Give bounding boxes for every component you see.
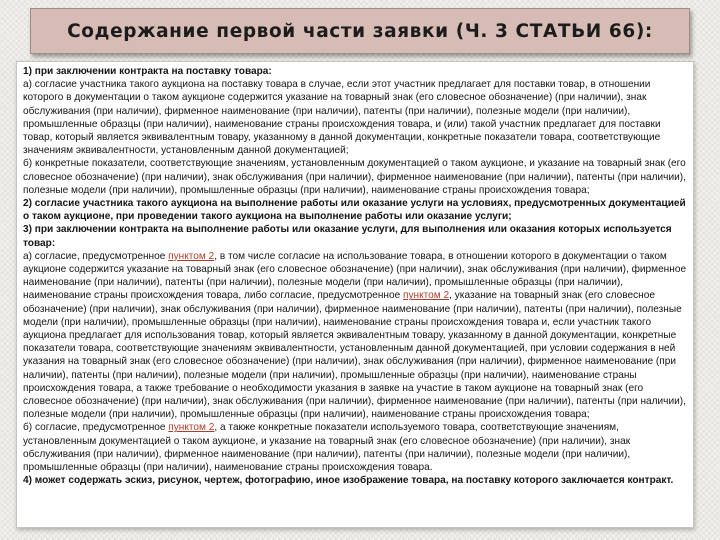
item-3a-text (23, 250, 687, 422)
item-4-text: 4) может содержать эскиз, рисунок, чертеж, фотографию, иное изображение товара, на поставку которого заключается контракт. (23, 475, 674, 487)
item-3-heading: 3) при заключении контракта на выполнение работы или оказание услуги, для выполнения или оказания которых используется товар: (23, 224, 672, 249)
item-2-text: 2) согласие участника такого аукциона на выполнение работы или оказание услуги на условиях, предусмотренных документацией о таком аукционе, при проведении такого аукциона на выполнение работы или оказание услуги; (23, 198, 686, 223)
item-3b-text (23, 421, 687, 474)
title-part-1: Содержание первой части заявки ( (67, 20, 465, 42)
item-1a-text: а) согласие участника такого аукциона на поставку товара в случае, если этот участник предлагает для поставки товар, в отношении которого в документации о таком аукционе содержится указание на товарный знак (его словесное обозначение) (при наличии), знак обслуживания (при наличии), фирменное наименование (при наличии), патенты (при наличии), полезные модели (при наличии), промышленные образцы (при наличии), наименование страны происхождения товара, и (или) такой участник предлагает для поставки товар, который является эквивалентным товару, указанному в данной документации, конкретные показатели товара, соответствующие значениям эквивалентности, установленным данной документацией; (23, 79, 661, 157)
item-3a-text-middle: , в том числе согласие на использование товара, в отношении которого в документации о таком аукционе содержится указание на товарный знак (его словесное обозначение) (при наличии), знак обслуживания (при наличии), фирменное наименование (при наличии), патенты (при наличии), полезные модели (при наличии), промышленные образцы (при наличии), наименование страны происхождения товара, либо согласие, предусмотренное (23, 250, 687, 302)
title-part-3: ): (635, 20, 653, 42)
item-3a-text-start: а) согласие, предусмотренное (23, 250, 169, 262)
slide-title (67, 21, 653, 42)
content-panel (16, 61, 694, 528)
item-3b-text-start: б) согласие, предусмотренное (23, 422, 169, 434)
punkt-2-link-1[interactable]: пунктом 2 (168, 250, 215, 262)
item-3b-text-end: , а также конкретные показатели используемого товара, соответствующие значениям, установленным документацией о таком аукционе, и указание на товарный знак (его словесное обозначение) (при наличии), знак обслуживания (при наличии), фирменное наименование (при наличии), патенты (при наличии), полезные модели (при наличии), промышленные образцы (при наличии), наименование страны происхождения товара. (23, 422, 631, 474)
item-1b-text: б) конкретные показатели, соответствующие значениям, установленным документацией о таком аукционе, и указание на товарный знак (его словесное обозначение) (при наличии), знак обслуживания (при наличии), фирменное наименование (при наличии), патенты (при наличии), полезные модели (при наличии), промышленные образцы (при наличии), наименование страны происхождения товара; (23, 158, 686, 196)
item-1-heading: 1) при заключении контракта на поставку товара: (23, 66, 272, 77)
slide-title-bar (30, 8, 690, 54)
title-part-2: Ч. 3 СТАТЬИ 66 (464, 20, 636, 42)
punkt-2-link-2[interactable]: пунктом 2 (403, 290, 450, 302)
item-3a-text-end: , указание на товарный знак (его словесное обозначение) (при наличии), знак обслуживания (при наличии), фирменное наименование (при наличии), патенты (при наличии), полезные модели (при наличии), промышленные образцы (при наличии), наименование страны происхождения товара и, если участник такого аукциона предлагает для использования товар, который является эквивалентным товару, указанному в данной документации, конкретные показатели товара, соответствующие значениям эквивалентности, установленным данной документацией, при условии содержания в ней указания на товарный знак (его словесное обозначение) (при наличии), знак обслуживания (при наличии), фирменное наименование (при наличии), патенты (при наличии), полезные модели (при наличии), промышленные образцы (при наличии), наименование страны происхождения товара, а также требование о необходимости указания в заявке на участие в таком аукционе на товарный знак (его словесное обозначение) (при наличии), знак обслуживания (при наличии), фирменное наименование (при наличии), патенты (при наличии), полезные модели (при наличии), промышленные образцы (при наличии), наименование страны происхождения товара; (23, 290, 686, 421)
punkt-2-link-3[interactable]: пунктом 2 (168, 422, 215, 434)
